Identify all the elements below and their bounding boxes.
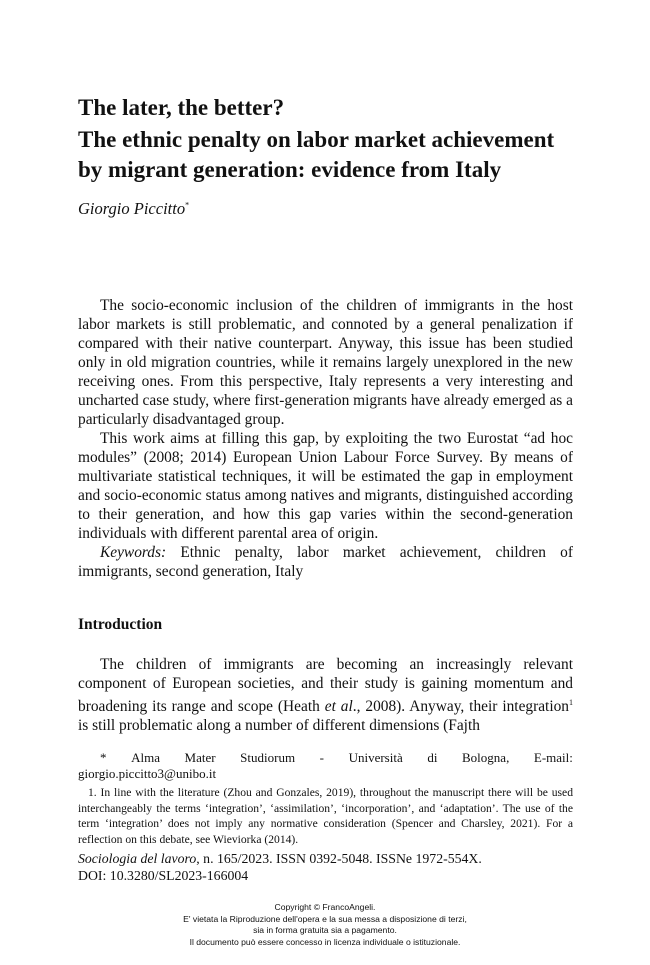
affiliation-word-5: Università: [348, 750, 403, 765]
journal-name: Sociologia del lavoro: [78, 851, 197, 866]
intro-text-a: The children of immigrants are becoming an increasingly relevant component of European societies, and their study is gaining momentum and broadening its range and scope (Heath: [78, 656, 573, 716]
affiliation-mark: *: [100, 750, 107, 765]
abstract-paragraph-1: The socio-economic inclusion of the children of immigrants in the host labor markets is still problematic, and connoted by a general penalization if compared with their native counterpart. Anyway, this issue has been studied only in old migration countries, while it remains largely unexplored in the new receiving ones. From this perspective, Italy represents a very interesting and uncharted case study, where first-generation migrants have already emerged as a particularly disadvantaged group.: [78, 297, 573, 428]
intro-text-b: ., 2008). Anyway, their integration: [352, 698, 569, 716]
copyright-line-3: sia in forma gratuita sia a pagamento.: [253, 925, 397, 935]
affiliation-word-4: -: [319, 750, 324, 765]
affiliation-word-7: Bologna,: [462, 750, 510, 765]
affiliation-footnote: [78, 750, 573, 782]
affiliation-word-1: Alma: [131, 750, 160, 765]
journal-issue-issn: , n. 165/2023. ISSN 0392-5048. ISSNe 1972-554X.: [196, 851, 482, 866]
introduction-paragraph: [78, 655, 573, 735]
copyright-line-1: Copyright © FrancoAngeli.: [274, 902, 376, 912]
title-main: [78, 93, 598, 123]
keywords: [78, 543, 573, 581]
affiliation-line: [78, 750, 573, 766]
affiliation-email: giorgio.piccitto3@unibo.it: [78, 766, 217, 781]
intro-footnote-mark: 1: [569, 698, 573, 707]
affiliation-word-8: E-mail:: [533, 750, 573, 765]
doi: DOI: 10.3280/SL2023-166004: [78, 868, 249, 883]
abstract-paragraph-2: This work aims at filling this gap, by exploiting the two Eurostat “ad hoc modules” (2008; 2014) European Union Labour Force Survey. By means of multivariate statistical techniques, it will be estimated the gap in employment and socio-economic status among natives and migrants, distinguished according to their generation, and how this gap varies within the second-generation individuals with different parental area of origin.: [78, 430, 573, 542]
copyright-line-2: E' vietata la Riproduzione dell'opera e la sua messa a disposizione di terzi,: [183, 913, 467, 924]
title-line-2a: The ethnic penalty on labor market achievement: [78, 127, 555, 152]
intro-text-c: is still problematic along a number of different dimensions (Fajth: [78, 717, 480, 735]
copyright-line-4: Il documento può essere concesso in licenza individuale o istituzionale.: [189, 936, 461, 947]
journal-citation: [78, 850, 482, 867]
author: [78, 199, 189, 219]
title-subtitle: [78, 125, 598, 185]
footnote-1: 1. In line with the literature (Zhou and Gonzales, 2019), throughout the manuscript there will be used interchangeably the terms ‘integration’, ‘assimilation’, ‘incorporation’, and ‘adaptation’. The use of the term ‘integration’ does not imply any normative consideration (Spencer and Charsley, 2021). For a reflection on this debate, see Wieviorka (2014).: [78, 786, 573, 846]
author-name: Giorgio Piccitto: [78, 199, 186, 218]
affiliation-word-6: di: [427, 750, 438, 765]
title-line-1: The later, the better?: [78, 95, 285, 120]
author-footnote-mark: *: [185, 200, 190, 210]
affiliation-word-3: Studiorum: [240, 750, 296, 765]
title-line-2b: by migrant generation: evidence from Italy: [78, 157, 502, 182]
affiliation-word-2: Mater: [184, 750, 216, 765]
keywords-label: Keywords:: [100, 544, 167, 561]
copyright-notice: [0, 902, 650, 948]
abstract: [78, 296, 573, 581]
intro-et-al: et al: [324, 698, 353, 716]
section-heading-introduction: Introduction: [78, 616, 163, 633]
journal-info: [78, 850, 482, 884]
keywords-list: Ethnic penalty, labor market achievement, children of immigrants, second generation, Italy: [78, 544, 573, 580]
